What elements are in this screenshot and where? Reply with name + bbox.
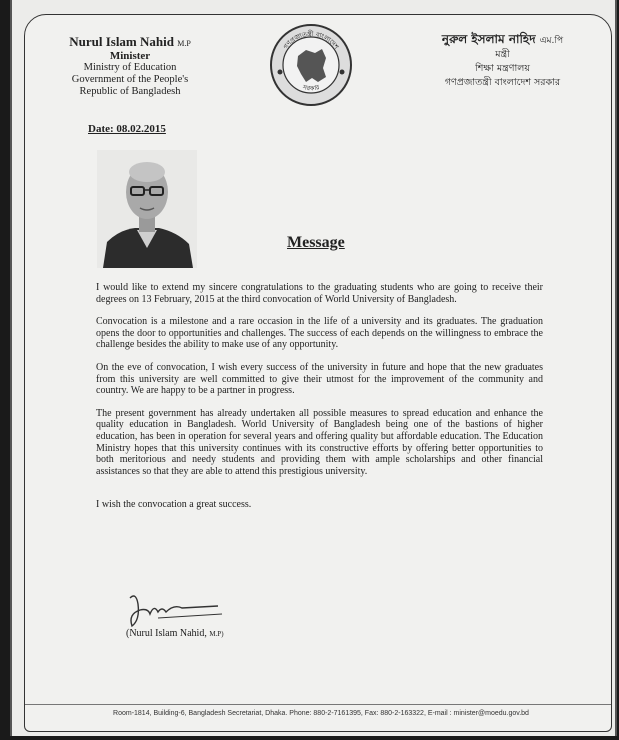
republic-en: Republic of Bangladesh [79, 86, 181, 97]
paragraph: Convocation is a milestone and a rare occasion in the life of a university and its graduates. The graduation opens the door to opportunities and challenges. The success of each depends on the willingness to embrace the challenge besides the ability to make use of any opportunity. [96, 316, 543, 351]
letter-body [96, 282, 543, 522]
footer-divider [25, 704, 611, 705]
message-title: Message [287, 234, 345, 251]
minister-name-en: Nurul Islam Nahid M.P [69, 34, 191, 49]
header-english [40, 36, 220, 98]
government-bn: গণপ্রজাতন্ত্রী বাংলাদেশ সরকার [444, 77, 561, 88]
signatory-name: (Nurul Islam Nahid, M.P) [126, 628, 224, 639]
footer-address: Room-1814, Building-6, Bangladesh Secretariat, Dhaka. Phone: 880-2-7161395, Fax: 880-2-163322, E-mail : minister@moedu.gov.bd [113, 710, 529, 717]
header-bangla [410, 32, 595, 90]
seal-text-bottom: সরকার [301, 83, 321, 93]
closing-line: I wish the convocation a great success. [96, 499, 252, 511]
minister-name-bn: নুরুল ইসলাম নাহিদ এম.পি [441, 32, 564, 46]
seal-text-top: গণপ্রজাতন্ত্রী বাংলাদেশ [281, 29, 341, 51]
minister-title-en: Minister [109, 50, 151, 62]
paragraph: I would like to extend my sincere congratulations to the graduating students who are going to receive their degrees on 13 February, 2015 at the third convocation of World University of Bangladesh. [96, 282, 543, 305]
signature-icon [118, 590, 228, 632]
minister-title-bn: মন্ত্রী [495, 49, 510, 60]
government-en: Government of the People's [71, 74, 189, 85]
ministry-bn: শিক্ষা মন্ত্রণালয় [475, 63, 530, 74]
ministry-en: Ministry of Education [83, 62, 177, 73]
paragraph: On the eve of convocation, I wish every success of the university in future and hope that the new graduates from this university are well committed to give their utmost for the improvement of the community and country. We are happy to be a partner in progress. [96, 361, 543, 397]
letter-date: Date: 08.02.2015 [88, 123, 166, 135]
government-seal-icon [268, 22, 354, 108]
minister-photo [97, 150, 197, 268]
paragraph: The present government has already undertaken all possible measures to spread education and enhance the quality education in Bangladesh. World University of Bangladesh being one of the bastions of higher education, has been in operation for several years and offering quality but affordable education. The Education Ministry hopes that this university continues with its constructive efforts by offering better opportunities to both meritorious and needy students and providing them with ample scholarships and other financial assistances so that they are able to attend this prestigious university. [96, 407, 543, 477]
